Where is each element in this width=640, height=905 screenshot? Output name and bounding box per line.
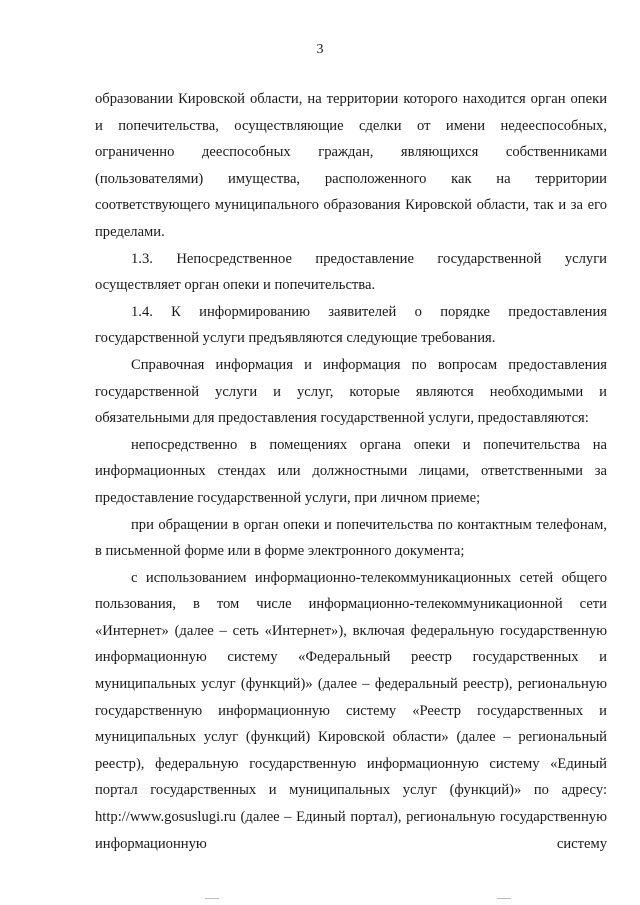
scan-artifact-right (497, 898, 511, 899)
paragraph-reference-info: Справочная информация и информация по вопросам предоставления государственной услуги и услуг, которые являются необходимыми и обязательными для предоставления государственной услуги, предоставляются: (95, 356, 607, 427)
paragraph-continuation: образовании Кировской области, на территории которого находится орган опеки и попечительства, осуществляющие сделки от имени недееспособных, ограниченно дееспособных граждан, являющихся собственниками (пользователями) имущества, расположенного как на территории соответствующего муниципального образования Кировской области, так и за его пределами. (95, 91, 607, 240)
paragraph-1-4: 1.4. К информированию заявителей о порядке предоставления государственной услуги предъявляются следующие требования. (95, 303, 607, 347)
paragraph-internet: с использованием информационно-телекоммуникационных сетей общего пользования, в том числе информационно-телекоммуникационной сети «Интернет» (далее – сеть «Интернет»), включая федеральную государственную информационную систему «Федеральный реестр государственных и муниципальных услуг (функций)» (далее – федеральный реестр), региональную государственную информационную систему «Реестр государственных и муниципальных услуг (функций) Кировской области» (далее – региональный реестр), федеральную государственную информационную систему «Единый портал государственных и муниципальных услуг (функций)» по адресу: http://www.gosuslugi.ru (далее – Единый портал), региональную государственную информационную систему (95, 569, 607, 852)
scan-artifact-left (205, 898, 219, 899)
paragraph-in-person: непосредственно в помещениях органа опеки и попечительства на информационных стендах или должностными лицами, ответственными за предоставление государственной услуги, при личном приеме; (95, 436, 607, 506)
paragraph-1-3: 1.3. Непосредственное предоставление государственной услуги осуществляет орган опеки и попечительства. (95, 250, 607, 294)
page-number: 3 (316, 42, 324, 57)
paragraph-by-phone: при обращении в орган опеки и попечительства по контактным телефонам, в письменной форме или в форме электронного документа; (95, 516, 607, 560)
document-body (95, 86, 607, 857)
